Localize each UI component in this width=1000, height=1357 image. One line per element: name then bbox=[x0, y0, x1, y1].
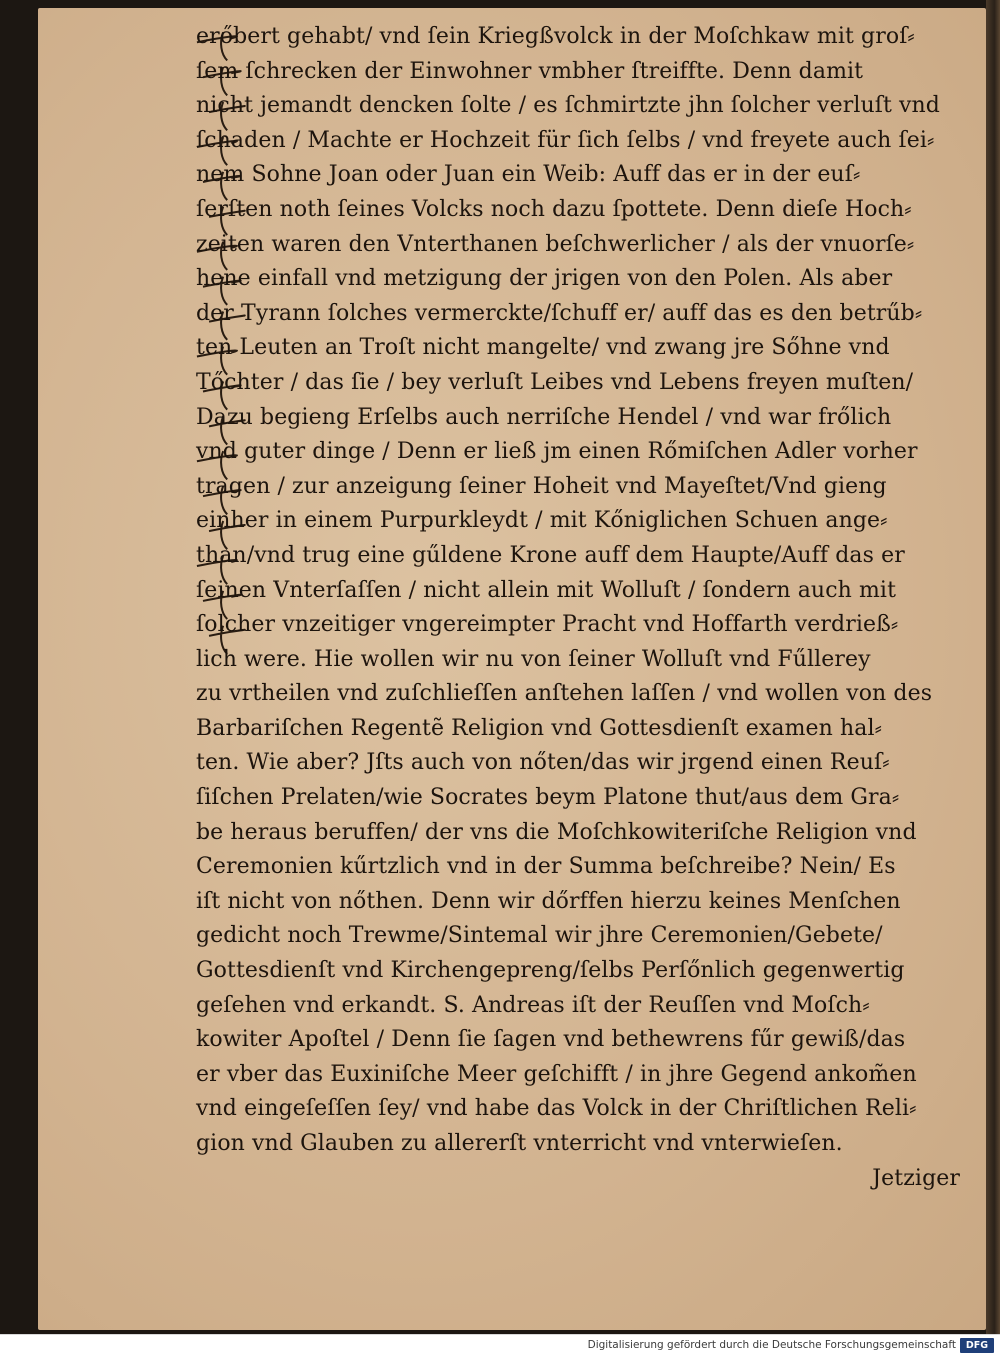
catchword: Jetziger bbox=[872, 1165, 960, 1191]
text-line: ſerſten noth ſeines Volcks noch dazu ſpottete. Denn dieſe Hoch⸗ bbox=[196, 196, 912, 222]
text-line: zu vrtheilen vnd zuſchlieſſen anſtehen laſſen / vnd wollen von des bbox=[196, 681, 933, 707]
text-line: kowiter Apoſtel / Denn ſie ſagen vnd bethewrens fűr gewiß/das bbox=[196, 1027, 906, 1053]
text-line: tragen / zur anzeigung ſeiner Hoheit vnd Mayeſtet/Vnd gieng bbox=[196, 473, 887, 499]
text-line: Barbariſchen Regentẽ Religion vnd Gottesdienſt examen hal⸗ bbox=[196, 715, 883, 741]
text-line: gion vnd Glauben zu allererſt vnterricht vnd vnterwieſen. bbox=[196, 1131, 843, 1156]
text-line: geſehen vnd erkandt. S. Andreas iſt der Reuſſen vnd Moſch⸗ bbox=[196, 992, 870, 1018]
text-line: vnd guter dinge / Denn er ließ jm einen Rőmiſchen Adler vorher bbox=[196, 439, 918, 465]
text-line: Tőchter / das ſie / bey verluſt Leibes vnd Lebens freyen muſten/ bbox=[196, 369, 914, 395]
text-line: er vber das Euxiniſche Meer geſchifft / in jhre Gegend ankom̃en bbox=[196, 1061, 917, 1087]
footer-bar bbox=[0, 1334, 1000, 1357]
text-line: Dazu begieng Erſelbs auch nerriſche Hendel / vnd war frőlich bbox=[196, 404, 892, 430]
text-line: gedicht noch Trewme/Sintemal wir jhre Ceremonien/Gebete/ bbox=[196, 923, 883, 949]
text-line: der Tyrann ſolches vermerckte/ſchuff er/ auff das es den betrűb⸗ bbox=[196, 300, 923, 326]
text-line: ten. Wie aber? Jſts auch von nőten/das wir jrgend einen Reuſ⸗ bbox=[196, 750, 890, 776]
text-line: erőbert gehabt/ vnd ſein Kriegßvolck in der Moſchkaw mit groſ⸗ bbox=[196, 24, 915, 49]
text-line: nem Sohne Joan oder Juan ein Weib: Auff das er in der euſ⸗ bbox=[196, 162, 861, 188]
text-block bbox=[196, 20, 966, 1196]
text-line: ſiſchen Prelaten/wie Socrates beym Platone thut/aus dem Gra⸗ bbox=[196, 785, 900, 811]
funding-credit: Digitalisierung gefördert durch die Deutsche Forschungsgemeinschaft bbox=[587, 1339, 956, 1351]
text-line: iſt nicht von nőthen. Denn wir dőrffen hierzu keines Menſchen bbox=[196, 888, 901, 914]
text-line: ten Leuten an Troſt nicht mangelte/ vnd zwang jre Sőhne vnd bbox=[196, 335, 890, 361]
text-line: than/vnd trug eine gűldene Krone auff dem Haupte/Auff das er bbox=[196, 542, 905, 568]
text-line: Gottesdienſt vnd Kirchengepreng/ſelbs Perſőnlich gegenwertig bbox=[196, 958, 905, 984]
text-line: hene einfall vnd metzigung der jrigen von den Polen. Als aber bbox=[196, 266, 893, 292]
text-line: vnd eingeſeſſen ſey/ vnd habe das Volck in der Chriſtlichen Reli⸗ bbox=[196, 1096, 917, 1122]
text-line: be heraus beruffen/ der vns die Moſchkowiteriſche Religion vnd bbox=[196, 819, 917, 845]
text-line: ſem ſchrecken der Einwohner vmbher ſtreiffte. Denn damit bbox=[196, 58, 864, 84]
text-line: nicht jemandt dencken ſolte / es ſchmirtzte jhn ſolcher verluſt vnd bbox=[196, 93, 940, 119]
text-line: einher in einem Purpurkleydt / mit Kőniglichen Schuen ange⸗ bbox=[196, 508, 888, 534]
text-line: ſolcher vnzeitiger vngereimpter Pracht vnd Hoffarth verdrieß⸗ bbox=[196, 612, 899, 638]
text-line: ſchaden / Machte er Hochzeit für ſich ſelbs / vnd freyete auch ſei⸗ bbox=[196, 127, 935, 153]
text-line: zeiten waren den Vnterthanen beſchwerlicher / als der vnuorſe⸗ bbox=[196, 231, 915, 257]
dfg-logo: DFG bbox=[960, 1338, 994, 1353]
text-line: lich were. Hie wollen wir nu von ſeiner Wolluſt vnd Fűllerey bbox=[196, 646, 871, 672]
book-binding-edge bbox=[986, 0, 1000, 1334]
text-line: Ceremonien kűrtzlich vnd in der Summa beſchreibe? Nein/ Es bbox=[196, 854, 896, 880]
text-line: ſeinen Vnterſaſſen / nicht allein mit Wolluſt / ſondern auch mit bbox=[196, 577, 897, 603]
